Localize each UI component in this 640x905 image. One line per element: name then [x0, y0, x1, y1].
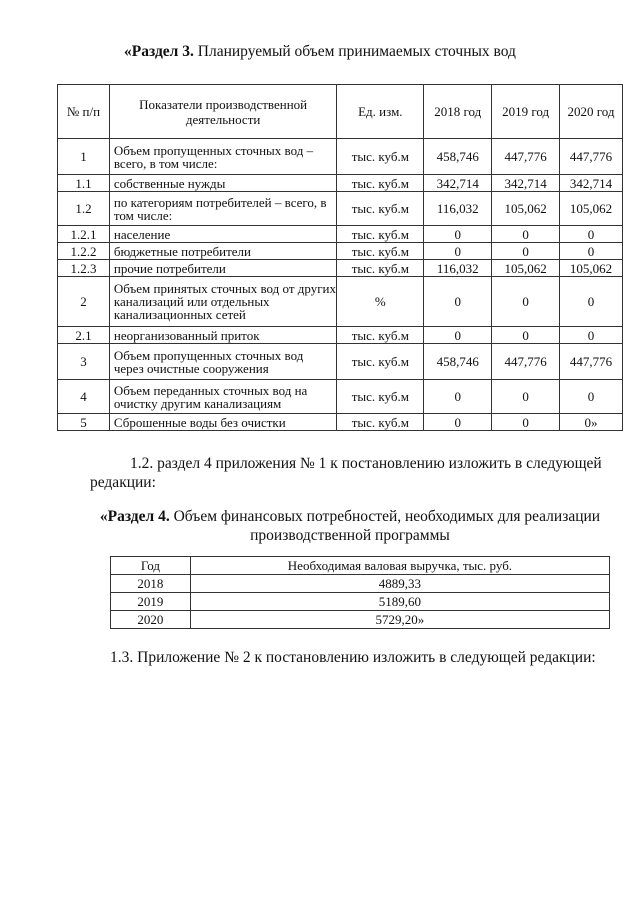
row-value-2019: 0 — [492, 277, 560, 327]
row-label: Объем пропущенных сточных вод – всего, в том числе: — [109, 139, 337, 175]
row-unit: тыс. куб.м — [337, 139, 424, 175]
table-row — [58, 192, 623, 226]
row-label: Сброшенные воды без очистки — [109, 414, 337, 431]
paragraph-1-2: 1.2. раздел 4 приложения № 1 к постановлению изложить в следующей редакции: — [90, 455, 602, 491]
row-num: 1.1 — [58, 175, 110, 192]
section3-heading — [0, 42, 640, 61]
row-value-2019: 447,776 — [492, 139, 560, 175]
table-row — [58, 243, 623, 260]
table-row — [58, 260, 623, 277]
row-unit: тыс. куб.м — [337, 414, 424, 431]
row-year: 2019 — [111, 593, 191, 611]
row-value-2020: 105,062 — [560, 260, 623, 277]
row-num: 3 — [58, 344, 110, 380]
table-row — [58, 414, 623, 431]
row-value-2018: 116,032 — [424, 260, 492, 277]
row-num: 5 — [58, 414, 110, 431]
table-row — [58, 139, 623, 175]
header-2018: 2018 год — [424, 85, 492, 139]
row-unit: тыс. куб.м — [337, 226, 424, 243]
row-num: 2.1 — [58, 327, 110, 344]
section4-heading — [90, 507, 610, 545]
header-year: Год — [111, 557, 191, 575]
row-unit: % — [337, 277, 424, 327]
row-label: прочие потребители — [109, 260, 337, 277]
row-label: по категориям потребителей – всего, в том числе: — [109, 192, 337, 226]
row-value-2018: 458,746 — [424, 139, 492, 175]
row-num: 1.2 — [58, 192, 110, 226]
section3-title-bold: «Раздел 3. — [124, 43, 194, 60]
row-revenue: 5729,20» — [190, 611, 609, 629]
row-label: бюджетные потребители — [109, 243, 337, 260]
row-value-2019: 105,062 — [492, 192, 560, 226]
header-num: № п/п — [58, 85, 110, 139]
section4-table — [110, 556, 610, 629]
row-label: население — [109, 226, 337, 243]
section4-title-rest: Объем финансовых потребностей, необходимых для реализации производственной программы — [169, 508, 601, 544]
row-unit: тыс. куб.м — [337, 175, 424, 192]
row-value-2018: 0 — [424, 380, 492, 414]
row-value-2020: 0 — [560, 277, 623, 327]
row-num: 1.2.1 — [58, 226, 110, 243]
row-value-2020: 447,776 — [560, 139, 623, 175]
row-value-2020: 0 — [560, 226, 623, 243]
row-label: Объем принятых сточных вод от других канализаций или отдельных канализационных сетей — [109, 277, 337, 327]
table-row — [58, 380, 623, 414]
row-num: 1.2.2 — [58, 243, 110, 260]
row-value-2018: 0 — [424, 414, 492, 431]
header-unit: Ед. изм. — [337, 85, 424, 139]
row-value-2019: 0 — [492, 243, 560, 260]
row-value-2019: 0 — [492, 380, 560, 414]
row-value-2020: 0 — [560, 380, 623, 414]
row-value-2018: 0 — [424, 277, 492, 327]
row-unit: тыс. куб.м — [337, 192, 424, 226]
section4-title-bold: «Раздел 4. — [99, 508, 170, 525]
row-label: Объем пропущенных сточных вод через очистные сооружения — [109, 344, 337, 380]
header-indicator: Показатели производственной деятельности — [109, 85, 337, 139]
row-value-2020: 0 — [560, 327, 623, 344]
row-value-2019: 0 — [492, 327, 560, 344]
table-row — [111, 593, 610, 611]
row-value-2020: 342,714 — [560, 175, 623, 192]
paragraph-1-3: 1.3. Приложение № 2 к постановлению изложить в следующей редакции: — [110, 649, 596, 666]
table-header-row — [58, 85, 623, 139]
row-value-2018: 458,746 — [424, 344, 492, 380]
row-value-2018: 342,714 — [424, 175, 492, 192]
header-2020: 2020 год — [560, 85, 623, 139]
row-value-2018: 0 — [424, 327, 492, 344]
row-num: 4 — [58, 380, 110, 414]
row-unit: тыс. куб.м — [337, 380, 424, 414]
row-value-2020: 0» — [560, 414, 623, 431]
row-value-2019: 0 — [492, 414, 560, 431]
table-header-row — [111, 557, 610, 575]
row-value-2018: 0 — [424, 243, 492, 260]
row-value-2018: 0 — [424, 226, 492, 243]
row-value-2019: 342,714 — [492, 175, 560, 192]
table-row — [111, 575, 610, 593]
row-revenue: 4889,33 — [190, 575, 609, 593]
row-value-2020: 0 — [560, 243, 623, 260]
row-value-2020: 447,776 — [560, 344, 623, 380]
row-value-2020: 105,062 — [560, 192, 623, 226]
row-value-2018: 116,032 — [424, 192, 492, 226]
row-num: 2 — [58, 277, 110, 327]
row-unit: тыс. куб.м — [337, 260, 424, 277]
table-row — [111, 611, 610, 629]
row-value-2019: 105,062 — [492, 260, 560, 277]
table-row — [58, 327, 623, 344]
row-unit: тыс. куб.м — [337, 344, 424, 380]
row-num: 1.2.3 — [58, 260, 110, 277]
row-label: неорганизованный приток — [109, 327, 337, 344]
row-revenue: 5189,60 — [190, 593, 609, 611]
section3-title-rest: Планируемый объем принимаемых сточных вод — [193, 43, 516, 60]
row-value-2019: 0 — [492, 226, 560, 243]
table-row — [58, 344, 623, 380]
row-num: 1 — [58, 139, 110, 175]
row-value-2019: 447,776 — [492, 344, 560, 380]
section3-table — [57, 84, 623, 431]
row-label: Объем переданных сточных вод на очистку другим канализациям — [109, 380, 337, 414]
table-row — [58, 175, 623, 192]
table-row — [58, 226, 623, 243]
row-label: собственные нужды — [109, 175, 337, 192]
header-2019: 2019 год — [492, 85, 560, 139]
row-year: 2018 — [111, 575, 191, 593]
header-revenue: Необходимая валовая выручка, тыс. руб. — [190, 557, 609, 575]
table-row — [58, 277, 623, 327]
row-unit: тыс. куб.м — [337, 327, 424, 344]
row-year: 2020 — [111, 611, 191, 629]
row-unit: тыс. куб.м — [337, 243, 424, 260]
